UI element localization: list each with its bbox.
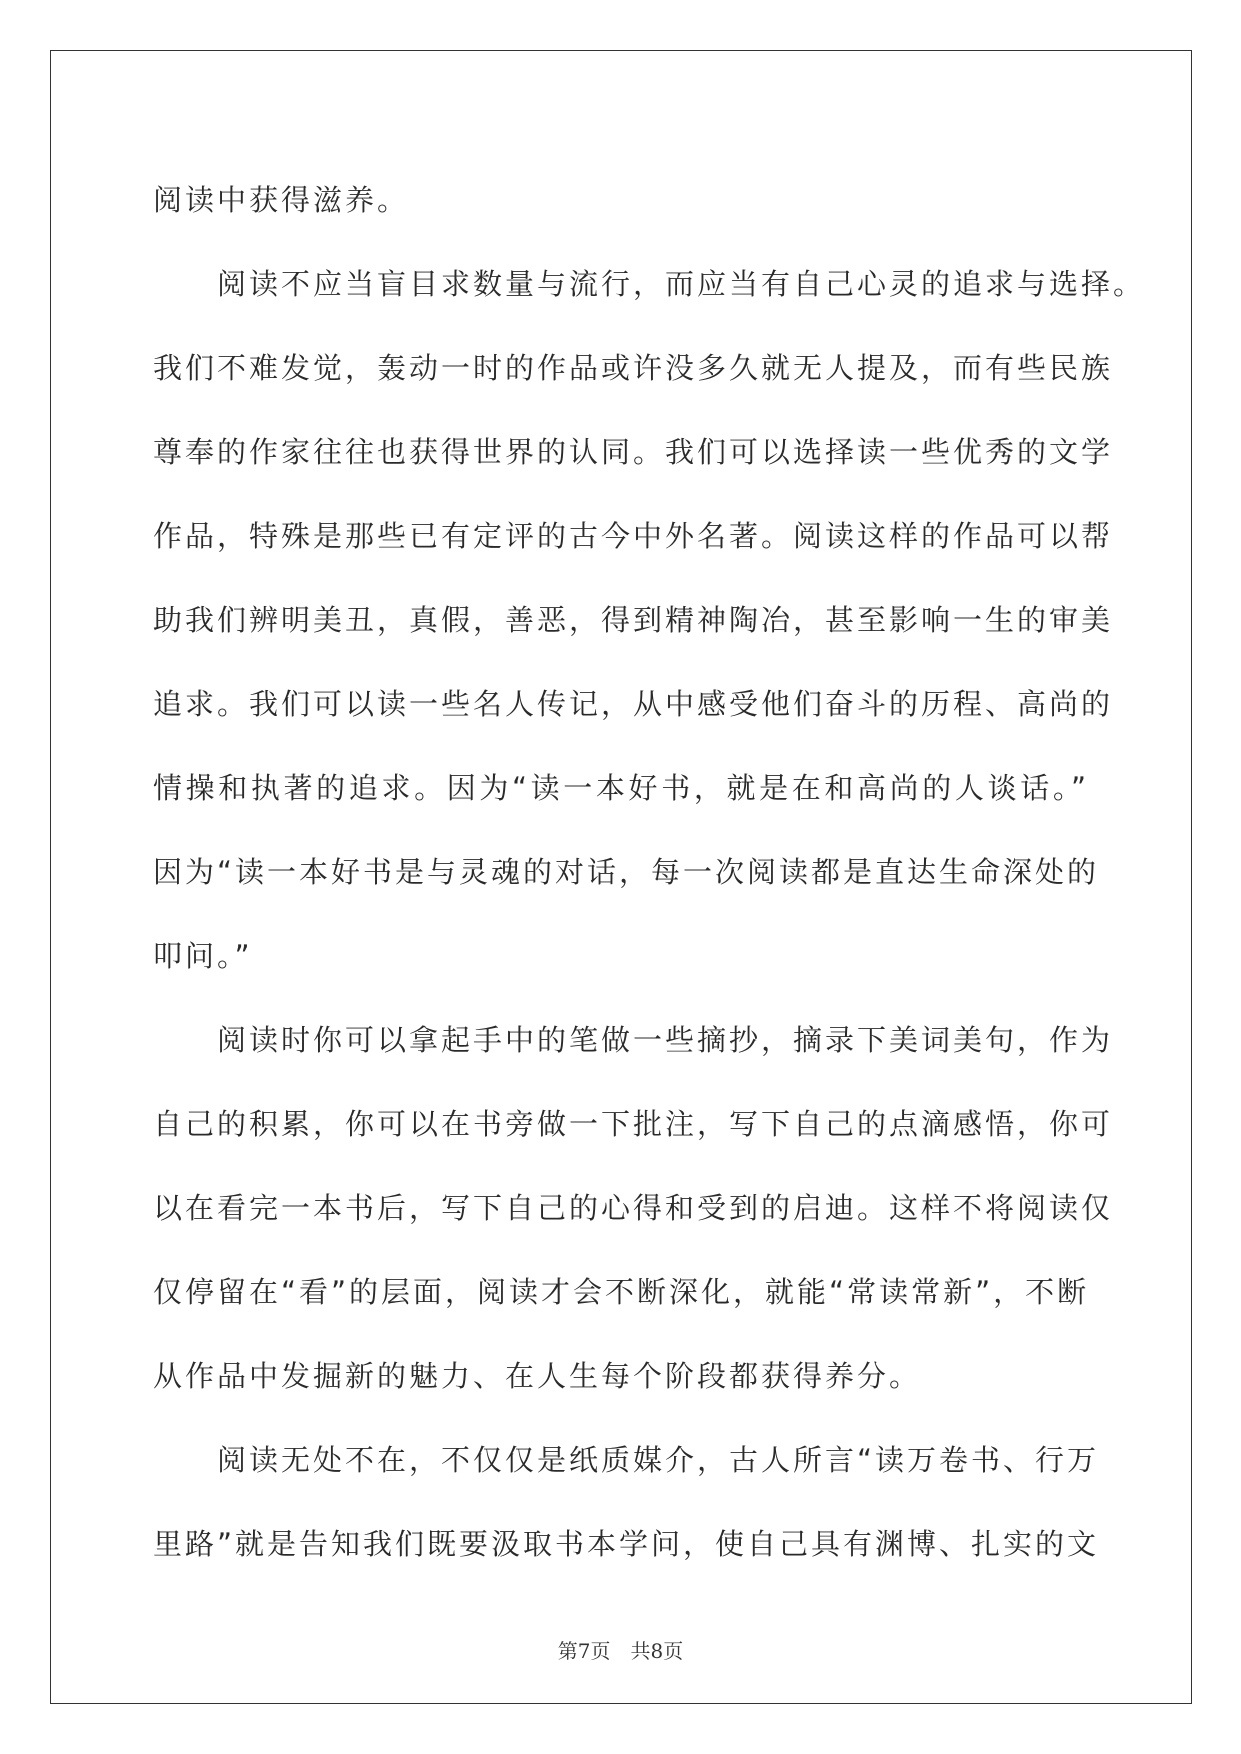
text-line: 作品，特殊是那些已有定评的古今中外名著。阅读这样的作品可以帮 (153, 519, 1114, 553)
text-line: 我们不难发觉，轰动一时的作品或许没多久就无人提及，而有些民族 (153, 351, 1114, 385)
text-line: 追求。我们可以读一些名人传记，从中感受他们奋斗的历程、高尚的 (153, 687, 1114, 721)
text-line: 因为“读一本好书是与灵魂的对话，每一次阅读都是直达生命深处的 (153, 855, 1100, 889)
text-line: 尊奉的作家往往也获得世界的认同。我们可以选择读一些优秀的文学 (153, 435, 1114, 469)
text-line: 从作品中发掘新的魅力、在人生每个阶段都获得养分。 (153, 1359, 922, 1393)
text-line: 阅读中获得滋养。 (153, 183, 410, 217)
paragraph-first-line: 阅读时你可以拿起手中的笔做一些摘抄，摘录下美词美句，作为 (217, 1023, 1114, 1057)
page-footer: 第7页 共8页 (557, 1639, 684, 1663)
text-line: 叩问。” (153, 939, 253, 973)
paragraph-first-line: 阅读不应当盲目求数量与流行，而应当有自己心灵的追求与选择。 (217, 267, 1146, 301)
text-line: 情操和执著的追求。因为“读一本好书，就是在和高尚的人谈话。” (153, 771, 1089, 805)
text-line: 助我们辨明美丑，真假，善恶，得到精神陶冶，甚至影响一生的审美 (153, 603, 1114, 637)
text-line: 仅停留在“看”的层面，阅读才会不断深化，就能“常读常新”，不断 (153, 1275, 1090, 1309)
document-body (153, 158, 1146, 1586)
text-line: 自己的积累，你可以在书旁做一下批注，写下自己的点滴感悟，你可 (153, 1107, 1114, 1141)
paragraph-first-line: 阅读无处不在，不仅仅是纸质媒介，古人所言“读万卷书、行万 (217, 1443, 1100, 1477)
text-line: 以在看完一本书后，写下自己的心得和受到的启迪。这样不将阅读仅 (153, 1191, 1114, 1225)
text-line: 里路”就是告知我们既要汲取书本学问，使自己具有渊博、扎实的文 (153, 1527, 1100, 1561)
